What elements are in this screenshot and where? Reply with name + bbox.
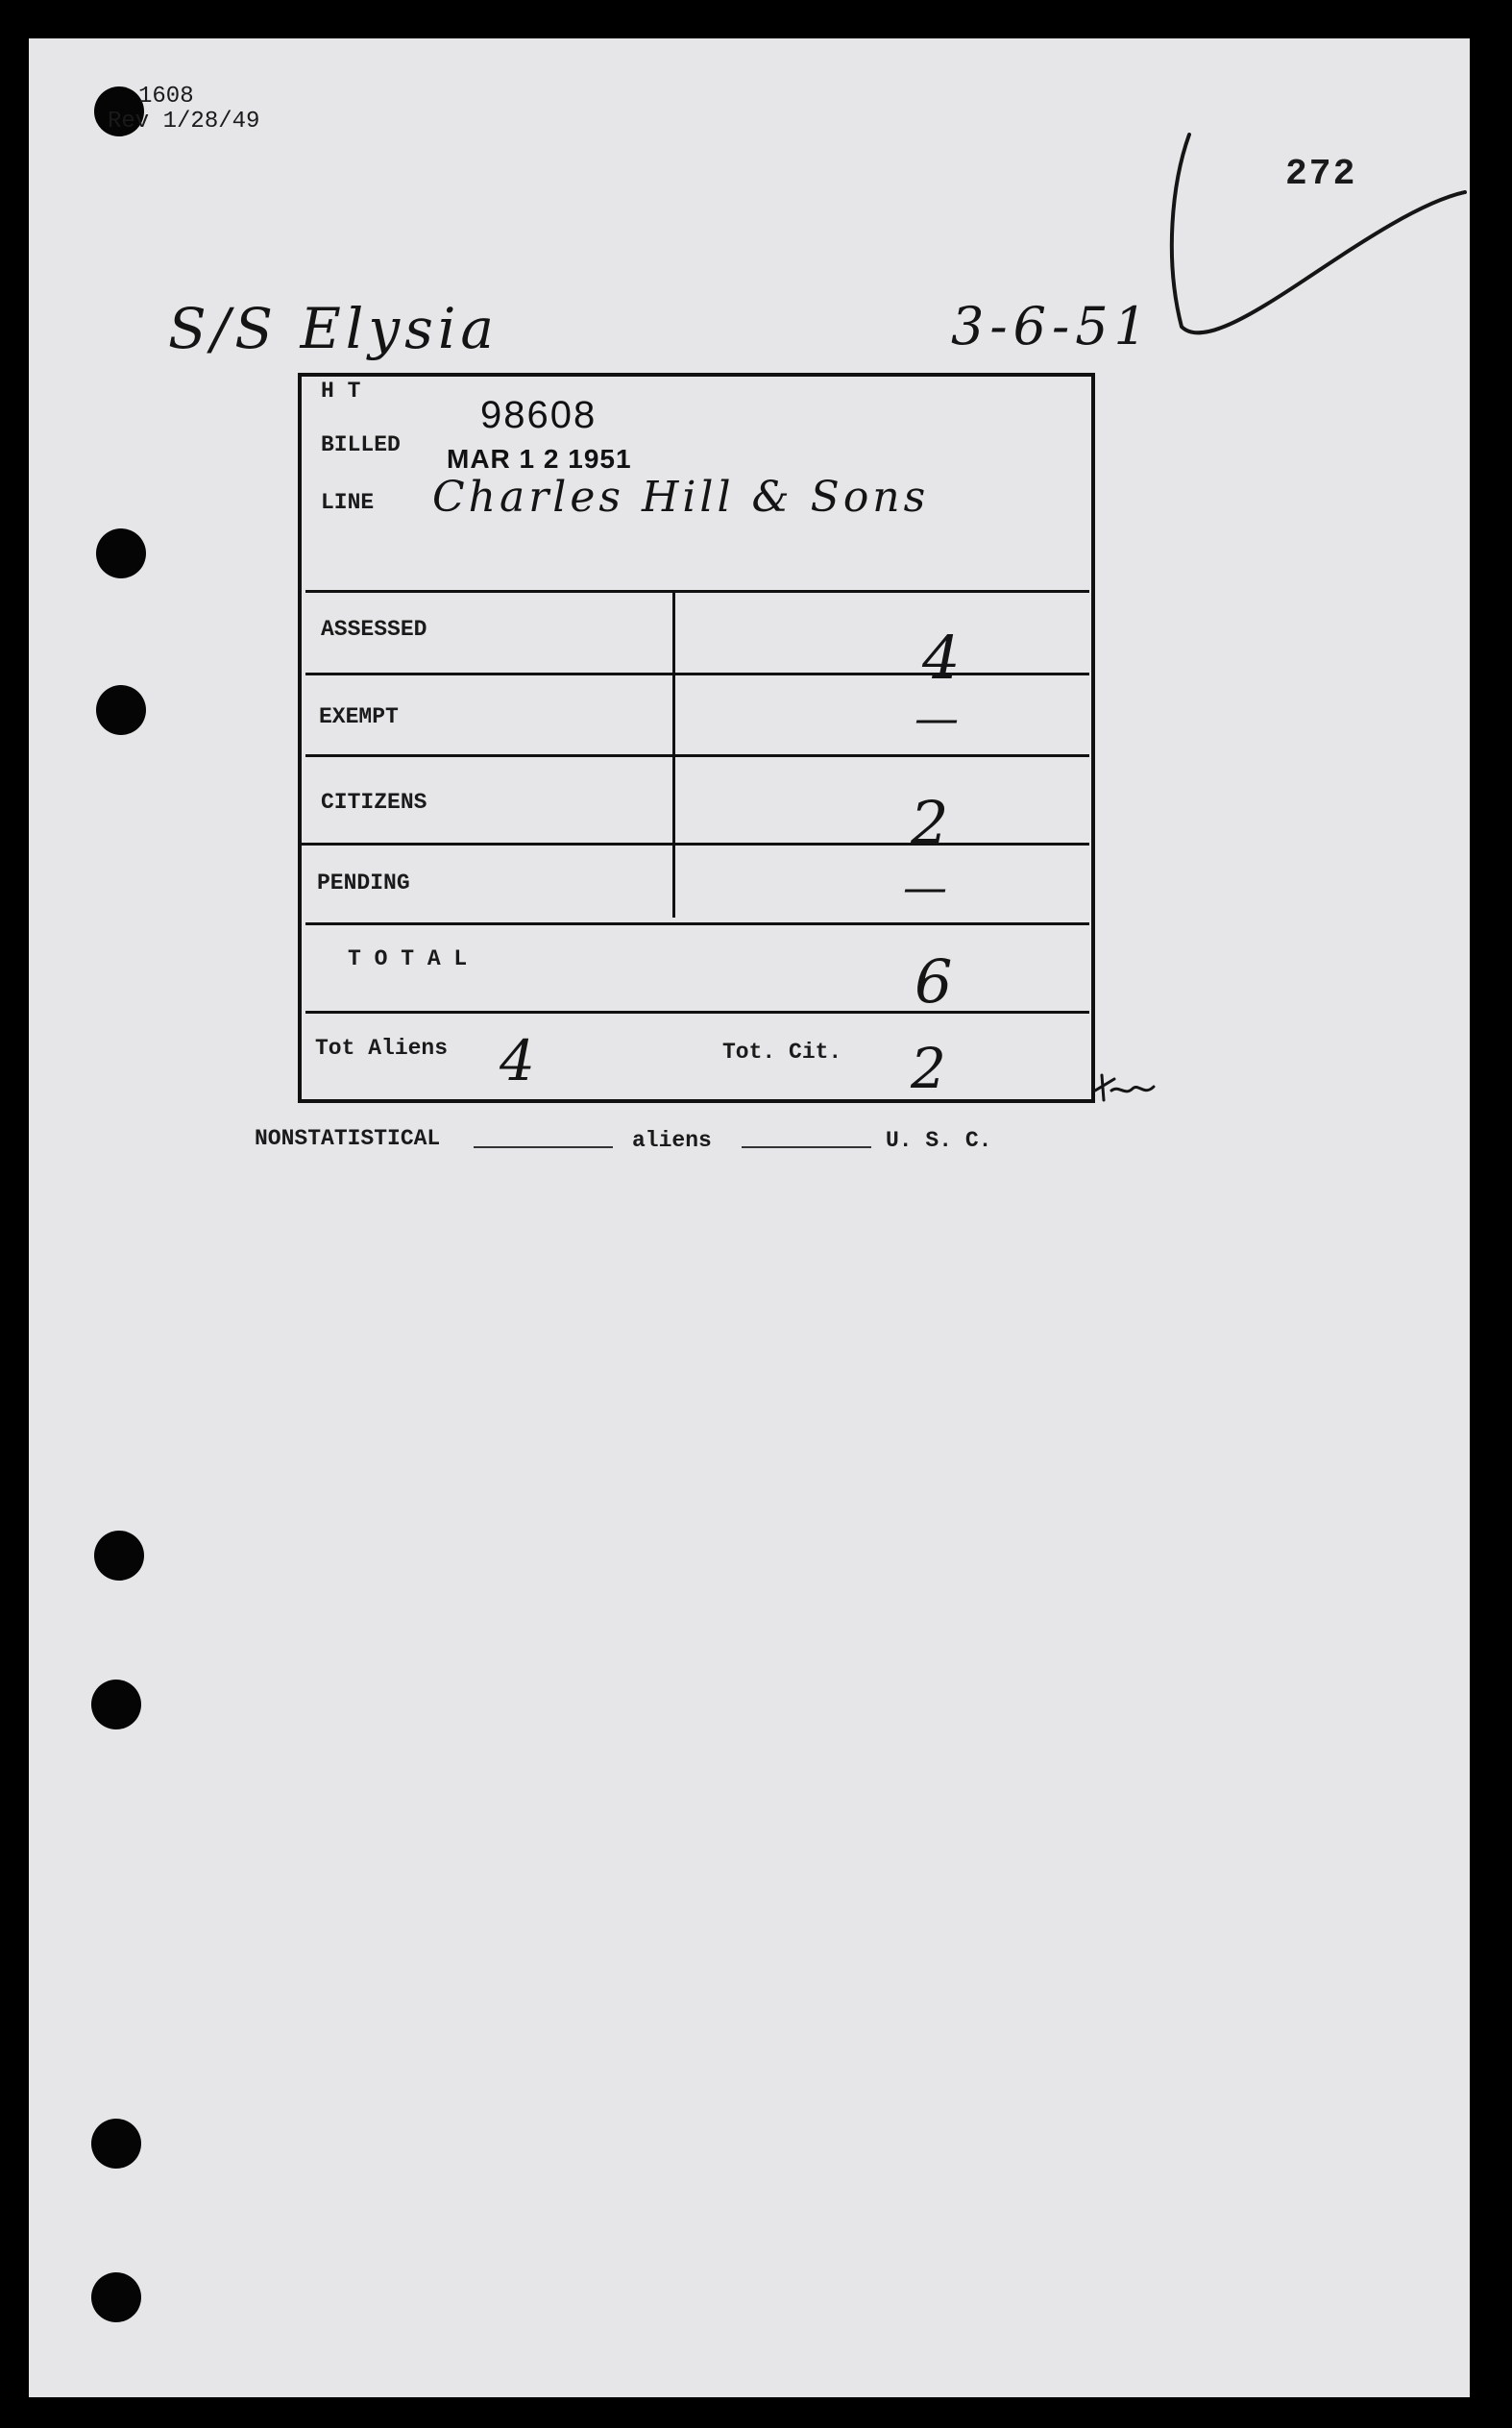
form-revision: Rev 1/28/49 [108, 109, 260, 135]
punch-hole [96, 685, 146, 735]
row-value-citizens: 2 [911, 788, 949, 858]
tot-aliens-label: Tot Aliens [315, 1036, 449, 1061]
nonstatistical-label: NONSTATISTICAL [255, 1126, 441, 1151]
row-label-citizens: CITIZENS [321, 790, 427, 815]
handwritten-date: 3-6-51 [951, 296, 1153, 356]
usc-label: U. S. C. [886, 1128, 992, 1153]
tot-cit-value: 2 [911, 1036, 946, 1101]
initials-scribble [1090, 1071, 1158, 1105]
billed-date-stamp: MAR 1 2 1951 [447, 444, 632, 474]
line-name: Charles Hill & Sons [432, 473, 930, 522]
ht-label: H T [321, 379, 361, 404]
line-label: LINE [321, 490, 375, 515]
fill-blank [474, 1146, 613, 1148]
total-value: 6 [915, 946, 953, 1017]
punch-hole [94, 1531, 144, 1581]
fill-blank [742, 1146, 871, 1148]
ht-number: 98608 [480, 394, 597, 436]
table-rule [305, 754, 1089, 757]
row-value-assessed: 4 [922, 623, 961, 693]
column-divider [672, 593, 675, 918]
table-rule [305, 922, 1089, 925]
punch-hole [91, 2119, 141, 2169]
punch-hole [96, 528, 146, 578]
row-value-pending: — [903, 861, 947, 913]
total-label: T O T A L [348, 946, 468, 971]
tot-aliens-value: 4 [500, 1028, 535, 1093]
form-number: 1608 [138, 84, 194, 110]
form-code [108, 85, 259, 135]
ship-name: S/S Elysia [168, 296, 499, 361]
row-label-exempt: EXEMPT [319, 704, 399, 729]
row-label-assessed: ASSESSED [321, 617, 427, 642]
row-label-pending: PENDING [317, 871, 410, 895]
table-rule [298, 843, 1089, 846]
billed-label: BILLED [321, 432, 401, 457]
check-mark-icon [1143, 125, 1470, 356]
table-rule [305, 590, 1089, 593]
punch-hole [91, 2272, 141, 2322]
aliens-label: aliens [632, 1128, 712, 1153]
table-rule [305, 673, 1089, 675]
table-rule [305, 1011, 1089, 1014]
tot-cit-label: Tot. Cit. [722, 1040, 842, 1065]
row-value-exempt: — [915, 692, 959, 744]
page-number: 272 [1285, 154, 1357, 195]
punch-hole [91, 1680, 141, 1729]
